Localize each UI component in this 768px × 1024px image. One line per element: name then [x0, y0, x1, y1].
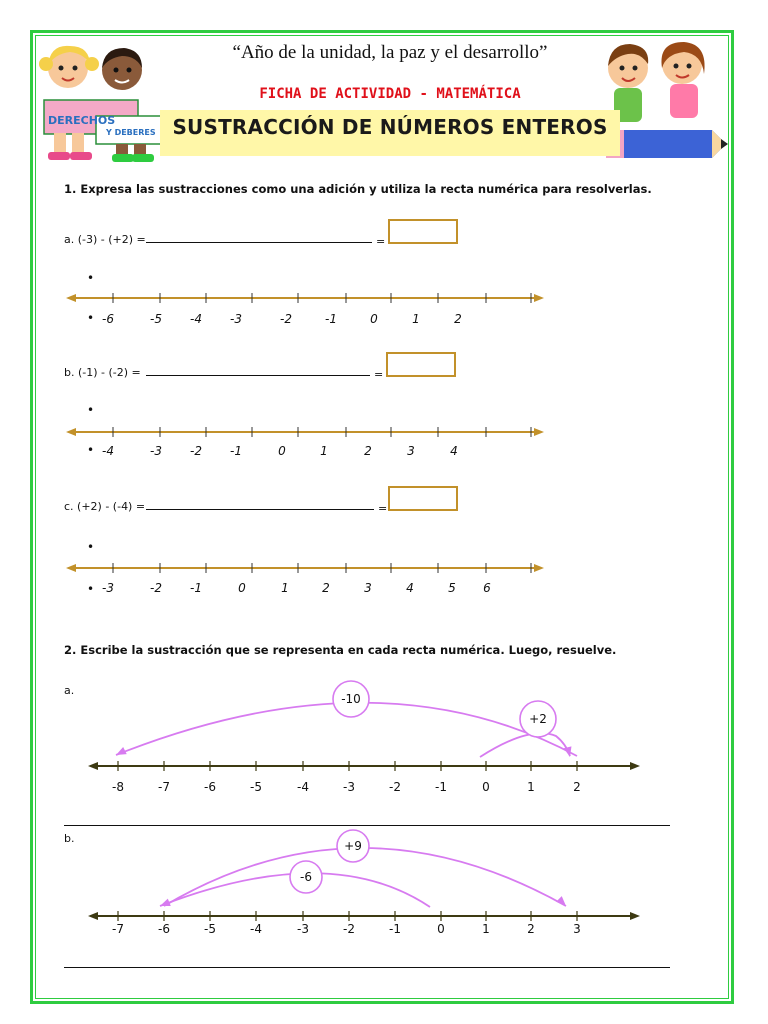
tick-label: 1 [482, 922, 490, 936]
tick-label: -5 [150, 312, 162, 326]
tick-label: -4 [250, 922, 262, 936]
tick-label: 2 [573, 780, 581, 794]
tick-label: -1 [325, 312, 337, 326]
tick-label: 4 [450, 444, 458, 458]
tick-label: 1 [320, 444, 328, 458]
tick-label: -1 [435, 780, 447, 794]
tick-label: 6 [483, 581, 491, 595]
tick-label: 0 [482, 780, 490, 794]
tick-label: 1 [281, 581, 289, 595]
tick-label: -5 [204, 922, 216, 936]
bubble-minus-10-label: -10 [341, 692, 361, 706]
tick-label: 0 [238, 581, 246, 595]
tick-label: -6 [158, 922, 170, 936]
tick-label: 0 [370, 312, 378, 326]
tick-label: -6 [102, 312, 114, 326]
tick-label: 1 [412, 312, 420, 326]
tick-label: -1 [389, 922, 401, 936]
tick-label: -6 [204, 780, 216, 794]
tick-label: -3 [102, 581, 114, 595]
item-label-2a: a. [64, 684, 75, 697]
motto-text: “Año de la unidad, la paz y el desarrollo” [232, 42, 548, 63]
main-title: SUSTRACCIÓN DE NÚMEROS ENTEROS [172, 115, 608, 139]
tick-label: 2 [454, 312, 462, 326]
tick-label: 2 [364, 444, 372, 458]
bullet-c-bottom: • [87, 582, 95, 596]
tick-label: 3 [573, 922, 581, 936]
sheet-title: FICHA DE ACTIVIDAD - MATEMÁTICA [259, 86, 521, 102]
tick-label: -7 [158, 780, 170, 794]
tick-label: -2 [190, 444, 202, 458]
tick-label: -4 [190, 312, 202, 326]
tick-label: 4 [406, 581, 414, 595]
tick-label: -3 [150, 444, 162, 458]
equals-c: = [378, 502, 388, 515]
tick-label: -4 [297, 780, 309, 794]
expression-c: c. (+2) - (-4) = [64, 500, 146, 513]
equals-b: = [374, 368, 384, 381]
tick-label: -5 [250, 780, 262, 794]
tick-label: 3 [407, 444, 415, 458]
equals-a: = [376, 235, 386, 248]
arrow-right [630, 912, 640, 920]
tick-label: -2 [150, 581, 162, 595]
tick-label: -7 [112, 922, 124, 936]
tick-label: -2 [280, 312, 292, 326]
tick-label: 0 [278, 444, 286, 458]
tick-label: 2 [527, 922, 535, 936]
sign-deberes-text: Y DEBERES [106, 128, 156, 137]
tick-label: -2 [343, 922, 355, 936]
expression-a: a. (-3) - (+2) = [64, 233, 146, 246]
arc-arrowhead [160, 899, 171, 906]
bubble-plus-2-label: +2 [529, 712, 547, 726]
tick-label: 3 [364, 581, 372, 595]
bullet-c-top: • [87, 540, 95, 554]
tick-label: -8 [112, 780, 124, 794]
tick-label: -3 [230, 312, 242, 326]
bullet-b-bottom: • [87, 443, 95, 457]
tick-label: 2 [322, 581, 330, 595]
tick-label: -3 [297, 922, 309, 936]
sign-derechos-text: DERECHOS [48, 114, 116, 127]
bullet-a-bottom: • [87, 311, 95, 325]
bullet-b-top: • [87, 403, 95, 417]
tick-label: 0 [437, 922, 445, 936]
tick-label: -2 [389, 780, 401, 794]
bullet-a-top: • [87, 271, 95, 285]
tick-label: -3 [343, 780, 355, 794]
arc-arrowhead [556, 896, 566, 906]
question-2: 2. Escribe la sustracción que se representa en cada recta numérica. Luego, resuelve. [64, 643, 617, 657]
item-label-2b: b. [64, 832, 75, 845]
bubble-plus-9-label: +9 [344, 839, 362, 853]
arrow-left [88, 912, 98, 920]
bubble-minus-6-label: -6 [300, 870, 312, 884]
tick-label: 5 [448, 581, 456, 595]
question-1: 1. Expresa las sustracciones como una adición y utiliza la recta numérica para resolverlas. [64, 182, 652, 196]
tick-label: -1 [190, 581, 202, 595]
answer-line-2b[interactable] [64, 966, 670, 968]
tick-label: -1 [230, 444, 242, 458]
tick-label: -4 [102, 444, 114, 458]
tick-label: 1 [527, 780, 535, 794]
expression-b: b. (-1) - (-2) = [64, 366, 141, 379]
